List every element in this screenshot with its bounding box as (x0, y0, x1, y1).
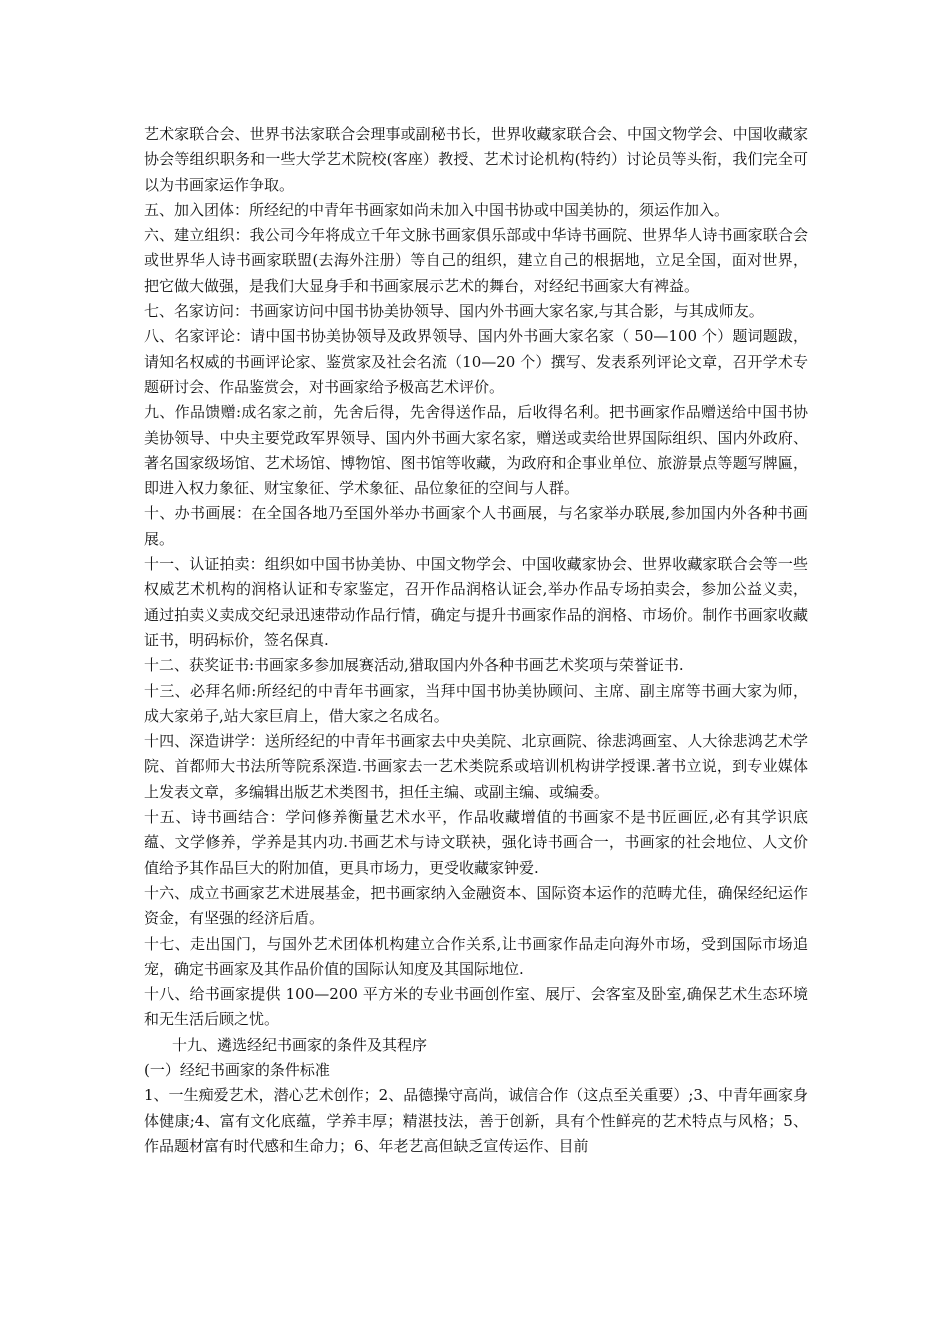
paragraph-item-11: 十一、认证拍卖：组织如中国书协美协、中国文物学会、中国收藏家协会、世界收藏家联合会等一些权威艺术机构的润格认证和专家鉴定，召开作品润格认证会,举办作品专场拍卖会，参加公益义卖，通过拍卖义卖成交纪录迅速带动作品行情，确定与提升书画家作品的润格、市场价。制作书画家收藏证书，明码标价，签名保真. (144, 555, 808, 649)
paragraph-item-18: 十八、给书画家提供 100—200 平方米的专业书画创作室、展厅、会客室及卧室,确保艺术生态环境和无生活后顾之忧。 (144, 985, 808, 1029)
paragraph-item-10: 十、办书画展：在全国各地乃至国外举办书画家个人书画展，与名家举办联展,参加国内外各种书画展。 (144, 504, 808, 548)
sub-heading: (一）经纪书画家的条件标准 (144, 1060, 330, 1079)
paragraph-criteria: 1、一生痴爱艺术，潜心艺术创作；2、品德操守高尚，诚信合作（这点至关重要）;3、中青年画家身体健康;4、富有文化底蕴，学养丰厚；精湛技法，善于创新，具有个性鲜亮的艺术特点与风格；5、作品题材富有时代感和生命力；6、年老艺高但缺乏宣传运作、目前 (144, 1086, 808, 1155)
paragraph-item-8: 八、名家评论：请中国书协美协领导及政界领导、国内外书画大家名家（ 50—100 个）题词题跋，请知名权威的书画评论家、鉴赏家及社会名流（10—20 个）撰写、发表系列评论文章，召开学术专题研讨会、作品鉴赏会，对书画家给予极高艺术评价。 (144, 327, 808, 396)
paragraph-item-16: 十六、成立书画家艺术进展基金，把书画家纳入金融资本、国际资本运作的范畴尤佳，确保经纪运作资金，有坚强的经济后盾。 (144, 883, 808, 928)
paragraph-item-15: 十五、诗书画结合：学问修养衡量艺术水平，作品收藏增值的书画家不是书匠画匠,必有其学识底蕴、文学修养，学养是其内功.书画艺术与诗文联袂，强化诗书画合一，书画家的社会地位、人文价值给予其作品巨大的附加值，更具市场力，更受收藏家钟爱. (144, 808, 808, 877)
paragraph-item-12: 十二、获奖证书:书画家多参加展赛活动,猎取国内外各种书画艺术奖项与荣誉证书. (144, 656, 684, 675)
paragraph-intro: 艺术家联合会、世界书法家联合会理事或副秘书长，世界收藏家联合会、中国文物学会、中国收藏家协会等组织职务和一些大学艺术院校(客座）教授、艺术讨论机构(特约）讨论员等头衔，我们完全可以为书画家运作争取。 (144, 125, 808, 194)
paragraph-item-13: 十三、必拜名师:所经纪的中青年书画家，当拜中国书协美协顾问、主席、副主席等书画大家为师，成大家弟子,站大家巨肩上，借大家之名成名。 (144, 681, 808, 725)
section-heading: 十九、遴选经纪书画家的条件及其程序 (172, 1035, 428, 1054)
paragraph-item-5: 五、加入团体：所经纪的中青年书画家如尚未加入中国书协或中国美协的，须运作加入。 (144, 200, 730, 219)
document-body (144, 122, 808, 1159)
paragraph-item-17: 十七、走出国门，与国外艺术团体机构建立合作关系,让书画家作品走向海外市场，受到国际市场追宠，确定书画家及其作品价值的国际认知度及其国际地位. (144, 934, 808, 978)
paragraph-item-14: 十四、深造讲学：送所经纪的中青年书画家去中央美院、北京画院、徐悲鸿画室、人大徐悲鸿艺术学院、首都师大书法所等院系深造.书画家去一艺术类院系或培训机构讲学授课.著书立说，到专业媒体上发表文章，多编辑出版艺术类图书，担任主编、或副主编、或编委。 (144, 732, 808, 801)
paragraph-item-9: 九、作品馈赠:成名家之前，先舍后得，先舍得送作品，后收得名利。把书画家作品赠送给中国书协美协领导、中央主要党政军界领导、国内外书画大家名家，赠送或卖给世界国际组织、国内外政府、著名国家级场馆、艺术场馆、博物馆、图书馆等收藏，为政府和企事业单位、旅游景点等题写牌匾，即进入权力象征、财宝象征、学术象征、品位象征的空间与人群。 (144, 403, 808, 498)
paragraph-item-6: 六、建立组织：我公司今年将成立千年文脉书画家俱乐部或中华诗书画院、世界华人诗书画家联合会或世界华人诗书画家联盟(去海外注册）等自己的组织，建立自己的根据地，立足全国，面对世界，把它做大做强，是我们大显身手和书画家展示艺术的舞台，对经纪书画家大有裨益。 (144, 226, 808, 295)
paragraph-item-7: 七、名家访问：书画家访问中国书协美协领导、国内外书画大家名家,与其合影，与其成师友。 (144, 302, 764, 321)
